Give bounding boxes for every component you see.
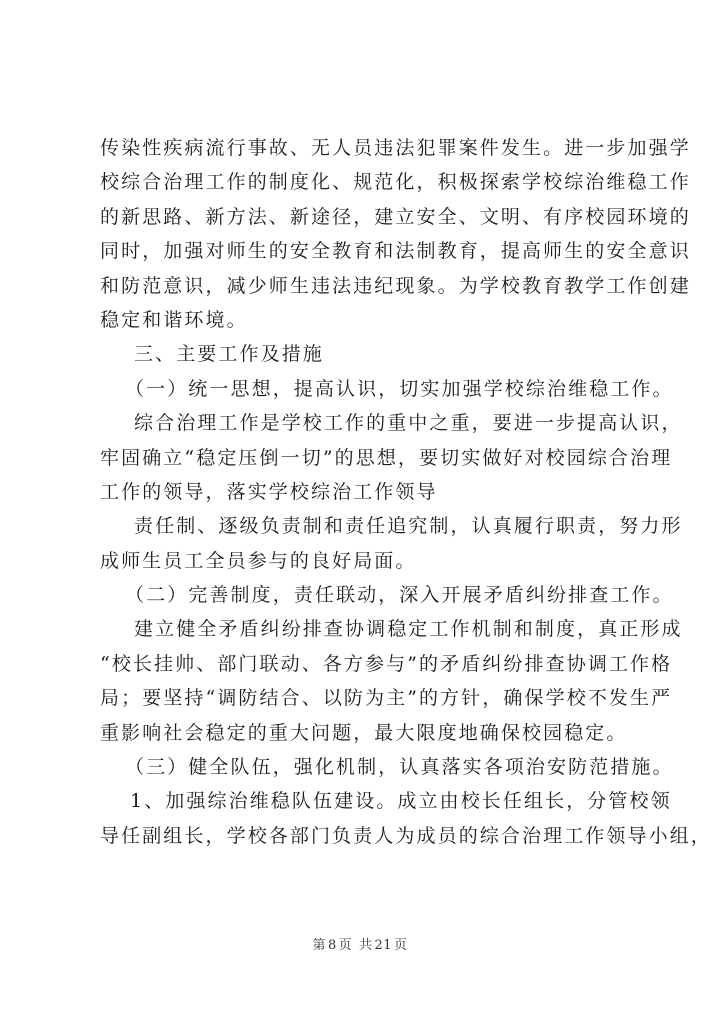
numbered-item: 1、加强综治维稳队伍建设。成立由校长任组长，分管校领 xyxy=(130,790,672,813)
page-prefix: 第 xyxy=(312,938,326,953)
subsection-heading: （一）统一思想，提高认识，切实加强学校综治维稳工作。 xyxy=(125,377,674,400)
text-line: 局；要坚持“调防结合、以防为主”的方针，确保学校不发生严 xyxy=(100,687,673,710)
current-page-number: 8 xyxy=(328,938,337,953)
total-suffix: 页 xyxy=(394,938,408,953)
page-suffix: 页 xyxy=(338,938,353,953)
text-line: 牢固确立“稳定压倒一切”的思想，要切实做好对校园综合治理 xyxy=(100,446,673,469)
text-line: 的新思路、新方法、新途径，建立安全、文明、有序校园环境的 xyxy=(100,205,691,228)
text-line: 成师生员工全员参与的良好局面。 xyxy=(100,549,417,572)
text-line: 导任副组长，学校各部门负责人为成员的综合治理工作领导小组， xyxy=(100,824,712,847)
total-prefix: 共 xyxy=(358,938,373,953)
subsection-heading: （三）健全队伍，强化机制，认真落实各项治安防范措施。 xyxy=(125,756,674,779)
text-line: 责任制、逐级负责制和责任追究制，认真履行职责，努力形 xyxy=(134,515,683,538)
text-line: 稳定和谐环境。 xyxy=(100,308,248,331)
section-heading: 三、主要工作及措施 xyxy=(134,343,324,366)
text-line: 建立健全矛盾纠纷排查协调稳定工作机制和制度，真正形成 xyxy=(134,618,683,641)
document-body xyxy=(100,131,712,853)
text-line: 校综合治理工作的制度化、规范化，积极探索学校综治维稳工作 xyxy=(100,171,691,194)
total-page-count: 21 xyxy=(374,938,392,953)
text-line: 综合治理工作是学校工作的重中之重，要进一步提高认识， xyxy=(134,412,683,435)
page-footer xyxy=(0,934,720,953)
text-line: 重影响社会稳定的重大问题，最大限度地确保校园稳定。 xyxy=(100,721,628,744)
text-line: 工作的领导，落实学校综治工作领导 xyxy=(100,480,438,503)
text-line: 传染性疾病流行事故、无人员违法犯罪案件发生。进一步加强学 xyxy=(100,137,691,159)
text-line: 和防范意识，减少师生违法违纪现象。为学校教育教学工作创建 xyxy=(100,274,691,297)
subsection-heading: （二）完善制度，责任联动，深入开展矛盾纠纷排查工作。 xyxy=(125,584,674,607)
text-line: 同时，加强对师生的安全教育和法制教育，提高师生的安全意识 xyxy=(100,240,691,263)
text-line: “校长挂帅、部门联动、各方参与”的矛盾纠纷排查协调工作格 xyxy=(100,652,673,675)
